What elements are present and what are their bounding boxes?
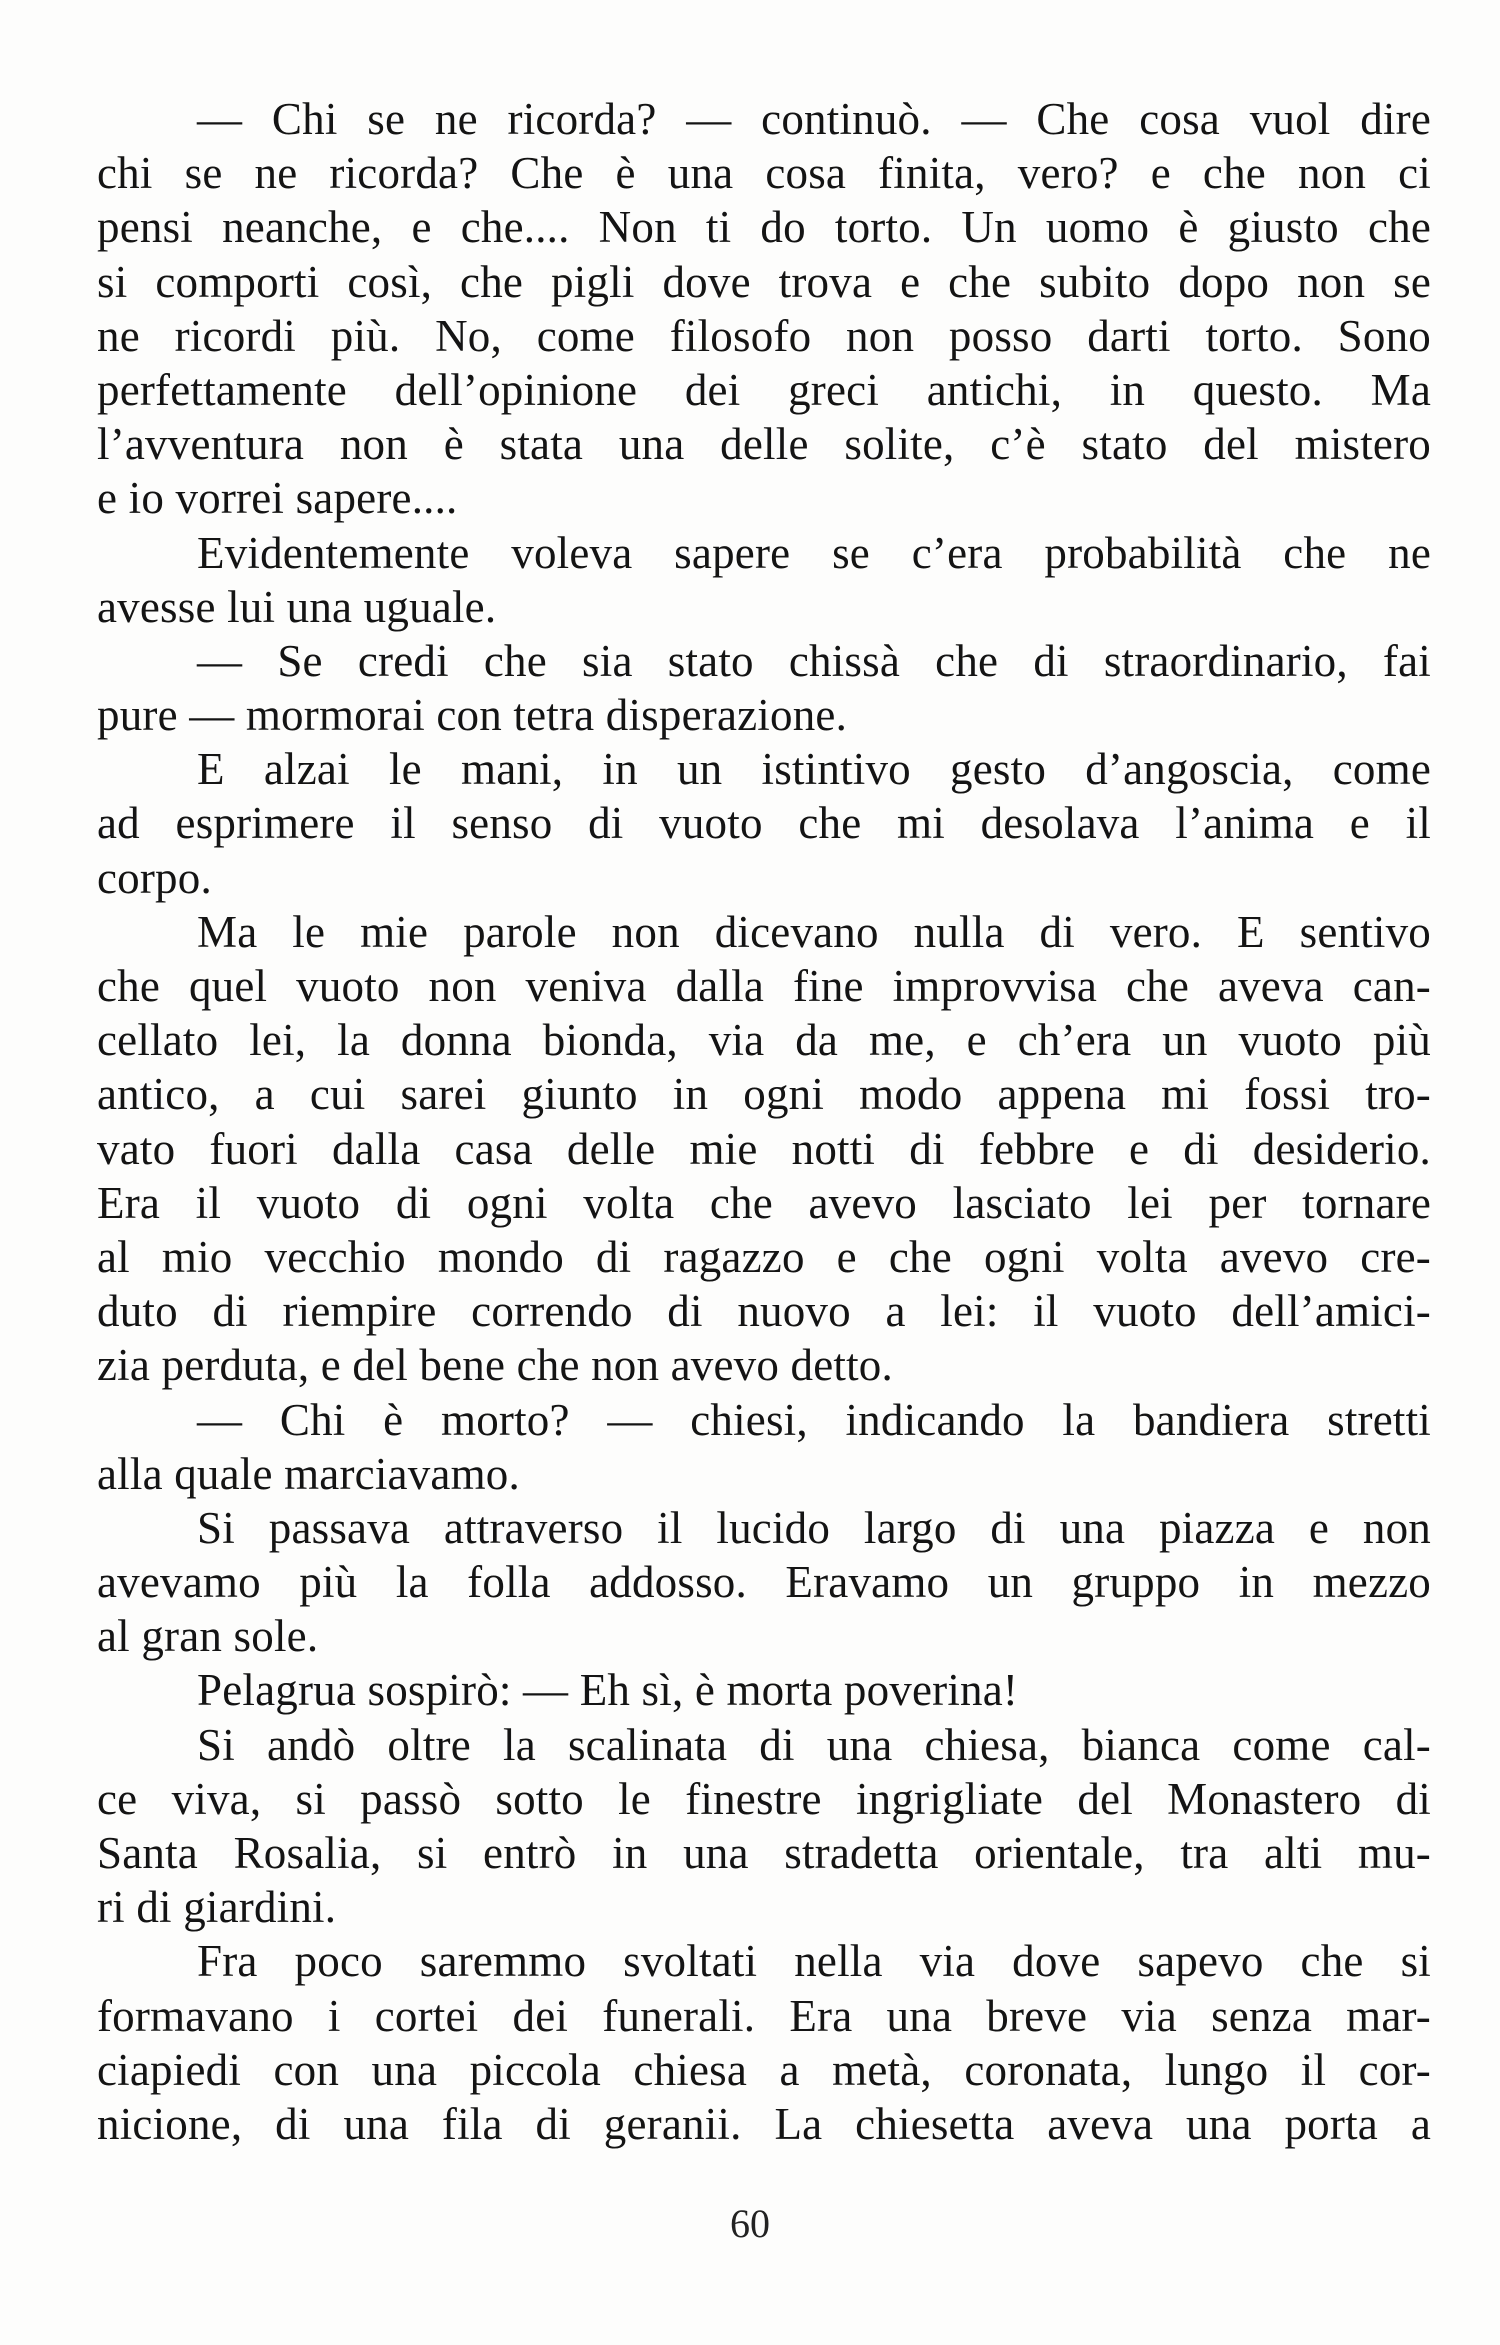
text-line: Era il vuoto di ogni volta che avevo lasciato lei per tornare [97, 1177, 1431, 1228]
text-line: che quel vuoto non veniva dalla fine improvvisa che aveva can- [97, 961, 1431, 1011]
text-line: zia perduta, e del bene che non avevo detto. [97, 1340, 893, 1391]
page-number: 60 [730, 2201, 770, 2246]
text-line: avevamo più la folla addosso. Eravamo un gruppo in mezzo [97, 1557, 1431, 1608]
text-line: al gran sole. [97, 1611, 319, 1662]
text-line: perfettamente dell’opinione dei greci antichi, in questo. Ma [97, 364, 1431, 415]
text-line: chi se ne ricorda? Che è una cosa finita, vero? e che non ci [97, 148, 1431, 199]
text-line: Si passava attraverso il lucido largo di una piazza e non [197, 1502, 1431, 1553]
text-line: alla quale marciavamo. [97, 1448, 520, 1499]
text-line: Pelagrua sospirò: — Eh sì, è morta poverina! [197, 1665, 1019, 1716]
body-text [97, 92, 1431, 2151]
text-line: ciapiedi con una piccola chiesa a metà, coronata, lungo il cor- [97, 2044, 1431, 2095]
text-line: duto di riempire correndo di nuovo a lei: il vuoto dell’amici- [97, 1286, 1431, 1337]
text-line: nicione, di una fila di geranii. La chiesetta aveva una porta a [97, 2098, 1431, 2149]
text-line: ne ricordi più. No, come filosofo non posso darti torto. Sono [97, 310, 1431, 361]
text-line: E alzai le mani, in un istintivo gesto d’angoscia, come [197, 744, 1431, 795]
text-line: — Chi è morto? — chiesi, indicando la bandiera stretti [197, 1394, 1431, 1445]
text-line: antico, a cui sarei giunto in ogni modo appena mi fossi tro- [97, 1069, 1431, 1120]
text-line: si comporti così, che pigli dove trova e che subito dopo non se [97, 256, 1431, 307]
text-line: l’avventura non è stata una delle solite, c’è stato del mistero [97, 419, 1431, 470]
text-line: vato fuori dalla casa delle mie notti di febbre e di desiderio. [97, 1123, 1431, 1174]
text-line: formavano i cortei dei funerali. Era una breve via senza mar- [97, 1990, 1431, 2041]
text-line: corpo. [97, 852, 212, 903]
text-line: ce viva, si passò sotto le finestre ingrigliate del Monastero di [97, 1773, 1431, 1824]
text-line: cellato lei, la donna bionda, via da me, e ch’era un vuoto più [97, 1015, 1431, 1066]
text-line: Ma le mie parole non dicevano nulla di vero. E sentivo [197, 906, 1431, 957]
text-line: — Se credi che sia stato chissà che di straordinario, fai [197, 635, 1431, 686]
text-line: al mio vecchio mondo di ragazzo e che ogni volta avevo cre- [97, 1231, 1431, 1282]
text-line: avesse lui una uguale. [97, 581, 497, 632]
text-line: Evidentemente voleva sapere se c’era probabilità che ne [197, 527, 1431, 578]
text-line: Fra poco saremmo svoltati nella via dove sapevo che si [197, 1936, 1431, 1987]
text-line: Si andò oltre la scalinata di una chiesa, bianca come cal- [197, 1719, 1431, 1770]
text-line: ad esprimere il senso di vuoto che mi desolava l’anima e il [97, 798, 1431, 849]
text-line: pure — mormorai con tetra disperazione. [97, 690, 848, 741]
text-line: — Chi se ne ricorda? — continuò. — Che cosa vuol dire [197, 94, 1431, 144]
text-line: e io vorrei sapere.... [97, 473, 458, 524]
text-line: ri di giardini. [97, 1882, 337, 1933]
text-line: pensi neanche, e che.... Non ti do torto. Un uomo è giusto che [97, 202, 1431, 253]
text-line: Santa Rosalia, si entrò in una stradetta orientale, tra alti mu- [97, 1828, 1431, 1878]
